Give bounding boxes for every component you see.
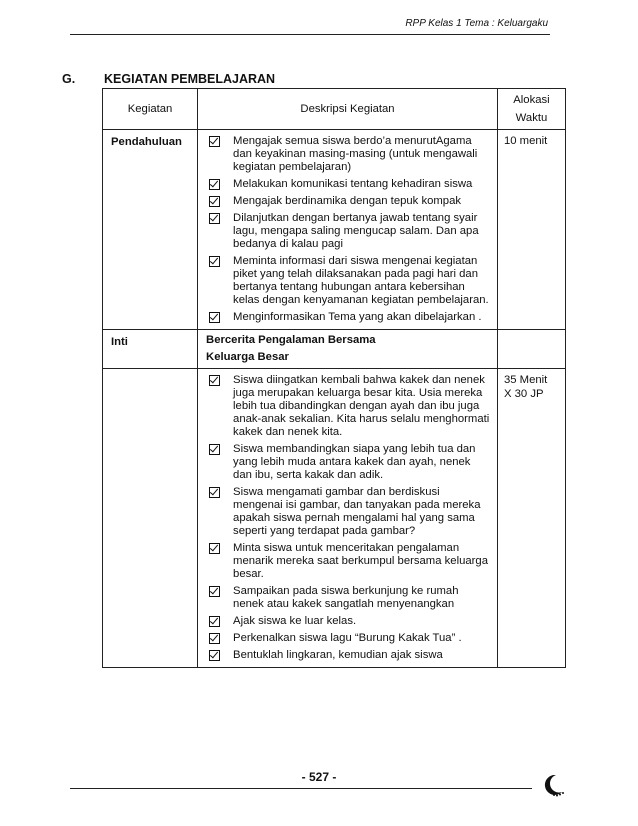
checked-box-icon — [209, 543, 220, 554]
inti-item — [199, 443, 492, 482]
inti-item-text: Minta siswa untuk menceritakan pengalaman menarik mereka saat berkumpul bersama keluarga besar. — [233, 542, 488, 580]
pendahuluan-item — [199, 178, 492, 191]
inti-item-text: Bentuklah lingkaran, kemudian ajak siswa — [233, 649, 443, 661]
page-number: - 527 - — [301, 770, 337, 784]
section-heading — [62, 72, 275, 86]
pendahuluan-item-text: Mengajak semua siswa berdo’a menurutAgama dan keyakinan masing-masing (untuk mengawali kegiatan pembelajaran) — [233, 135, 478, 173]
checked-box-icon — [209, 633, 220, 644]
table-row-pendahuluan — [103, 130, 566, 330]
pendahuluan-item-text: Dilanjutkan dengan bertanya jawab tentang syair lagu, mengapa saling mengucap salam. Dan apa bedanya di kalau pagi — [233, 212, 479, 250]
inti-item — [199, 542, 492, 581]
checked-box-icon — [209, 375, 220, 386]
checked-box-icon — [209, 616, 220, 627]
checked-box-icon — [209, 196, 220, 207]
header-alokasi-line2: Waktu — [515, 112, 548, 124]
inti-item-text: Siswa diingatkan kembali bahwa kakek dan nenek juga merupakan keluarga besar kita. Usia mereka lebih tua dibandingkan dengan ayah dan ibu juga anak-anak sekalian. Kita harus selalu menghormati kakek dan nenek kita. — [233, 374, 490, 438]
pendahuluan-item — [199, 255, 492, 307]
inti-item — [199, 486, 492, 538]
table-header-row — [103, 89, 566, 130]
inti-subtitle-line1: Bercerita Pengalaman Bersama — [206, 334, 376, 346]
checked-box-icon — [209, 213, 220, 224]
running-header: RPP Kelas 1 Tema : Keluargaku — [405, 18, 548, 29]
pendahuluan-item-text: Menginformasikan Tema yang akan dibelajarkan . — [233, 311, 482, 323]
inti-list — [199, 370, 496, 662]
pendahuluan-item — [199, 135, 492, 174]
header-deskripsi: Deskripsi Kegiatan — [198, 89, 498, 130]
pendahuluan-list — [199, 131, 496, 324]
table-row-inti-title — [103, 330, 566, 369]
inti-item — [199, 632, 492, 645]
pendahuluan-item — [199, 195, 492, 208]
pendahuluan-item — [199, 212, 492, 251]
pendahuluan-item-text: Melakukan komunikasi tentang kehadiran siswa — [233, 178, 473, 190]
header-kegiatan: Kegiatan — [103, 89, 198, 130]
inti-title-time-cell — [497, 330, 565, 369]
crescent-logo-icon — [540, 772, 566, 798]
inti-phase-cell — [103, 369, 198, 668]
checked-box-icon — [209, 179, 220, 190]
inti-subtitle-line2: Keluarga Besar — [206, 351, 289, 363]
checked-box-icon — [209, 256, 220, 267]
header-alokasi-line1: Alokasi — [513, 94, 550, 106]
inti-time — [497, 369, 565, 668]
footer-divider — [70, 788, 532, 789]
inti-item-text: Siswa membandingkan siapa yang lebih tua dan yang lebih muda antara kakek dan ayah, nenek dan ibu, serta kakak dan adik. — [233, 443, 476, 481]
inti-item — [199, 374, 492, 439]
checked-box-icon — [209, 136, 220, 147]
header-alokasi — [497, 89, 565, 130]
checked-box-icon — [209, 444, 220, 455]
inti-item — [199, 649, 492, 662]
inti-item — [199, 615, 492, 628]
checked-box-icon — [209, 312, 220, 323]
inti-time-line2: X 30 JP — [503, 388, 544, 400]
pendahuluan-item — [199, 311, 492, 324]
inti-description — [198, 369, 498, 668]
checked-box-icon — [209, 650, 220, 661]
inti-item — [199, 585, 492, 611]
table-row-inti — [103, 369, 566, 668]
inti-item-text: Perkenalkan siswa lagu “Burung Kakak Tua” . — [233, 632, 462, 644]
checked-box-icon — [209, 586, 220, 597]
pendahuluan-item-text: Mengajak berdinamika dengan tepuk kompak — [233, 195, 462, 207]
inti-item-text: Ajak siswa ke luar kelas. — [233, 615, 357, 627]
phase-label-inti: Inti — [103, 330, 198, 369]
inti-item-text: Sampaikan pada siswa berkunjung ke rumah nenek atau kakek sangatlah menyenangkan — [233, 585, 459, 610]
section-title: KEGIATAN PEMBELAJARAN — [104, 72, 276, 86]
section-number: G. — [62, 72, 76, 86]
pendahuluan-time: 10 menit — [497, 130, 565, 330]
activity-table — [102, 88, 566, 668]
checked-box-icon — [209, 487, 220, 498]
inti-subtitle — [198, 330, 498, 369]
pendahuluan-item-text: Meminta informasi dari siswa mengenai kegiatan piket yang telah dilaksanakan pada pagi hari dan bertanya tentang hubungan antara kebersihan kelas dengan kenyamanan kegiatan pembelajaran. — [233, 255, 489, 306]
inti-time-line1: 35 Menit — [503, 374, 548, 386]
header-divider — [70, 34, 550, 35]
phase-label-pendahuluan: Pendahuluan — [103, 130, 198, 330]
inti-item-text: Siswa mengamati gambar dan berdiskusi mengenai isi gambar, dan tanyakan pada mereka apakah siswa pernah mengalami hal yang sama seperti yang terdapat pada gambar? — [233, 486, 481, 537]
pendahuluan-description — [198, 130, 498, 330]
